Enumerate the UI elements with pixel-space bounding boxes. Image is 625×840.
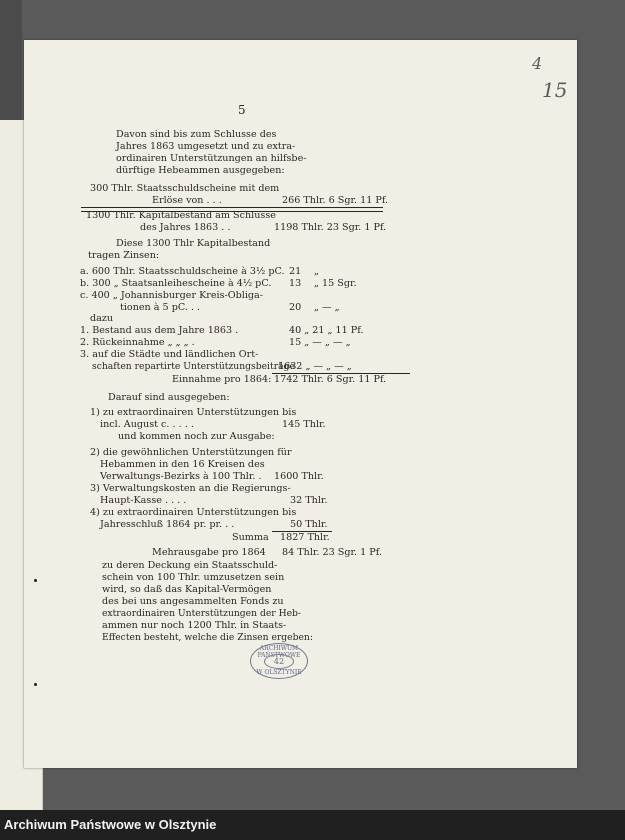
addition-1-amount: 40 „ 21 „ 11 Pf. [289, 325, 364, 336]
interest-b-sgr: „ 15 Sgr. [314, 278, 357, 289]
intro-line-1: Davon sind bis zum Schlusse des [116, 129, 277, 140]
closing-line-3: wird, so daß das Kapital-Vermögen [102, 584, 272, 595]
excess-label: Mehrausgabe pro 1864 [152, 547, 266, 558]
interest-c-thlr: 20 [289, 302, 302, 313]
closing-line-6: ammen nur noch 1200 Thlr. in Staats- [102, 620, 287, 631]
interest-c-label: c. 400 „ Johannisburger Kreis-Obliga- [80, 290, 263, 301]
archive-stamp [250, 643, 308, 679]
closing-line-1: zu deren Deckung ein Staatsschuld- [102, 560, 278, 571]
interest-heading-1: Diese 1300 Thlr Kapitalbestand [116, 238, 271, 249]
addition-3-label-2: schaften repartirte Unterstützungsbeiträge [92, 361, 295, 372]
margin-note-1: 4 [532, 54, 543, 73]
spent-2-line-2: Hebammen in den 16 Kreisen des [100, 459, 265, 470]
spent-3-line-1: 3) Verwaltungskosten an die Regierungs- [90, 483, 291, 494]
row-1300-label-2: des Jahres 1863 . . [140, 222, 231, 233]
row-1300-label-1: 1300 Thlr. Kapitalbestand am Schlusse [86, 210, 276, 221]
row-300-label-2: Erlöse von . . . [152, 195, 222, 206]
closing-line-7: Effecten besteht, welche die Zinsen ergeben: [102, 632, 313, 643]
punch-hole-1 [34, 579, 37, 582]
spent-1-amount: 145 Thlr. [282, 419, 326, 430]
spent-heading: Darauf sind ausgegeben: [108, 392, 230, 403]
closing-line-5: extraordinairen Unterstützungen der Heb- [102, 608, 302, 619]
spent-2-line-1: 2) die gewöhnlichen Unterstützungen für [90, 447, 292, 458]
interest-b-label: b. 300 „ Staatsanleihescheine à 4½ pC. [80, 278, 272, 289]
income-amount: 1742 Thlr. 6 Sgr. 11 Pf. [274, 374, 387, 385]
spent-2-amount: 1600 Thlr. [274, 471, 324, 482]
stamp-top-text: ARCHIWUM PAŃSTWOWE [257, 645, 301, 659]
intro-line-2: Jahres 1863 umgesetzt und zu extra- [116, 141, 296, 152]
intro-line-3: ordinairen Unterstützungen an hilfsbe- [116, 153, 307, 164]
income-label: Einnahme pro 1864: [172, 374, 272, 385]
spent-3-amount: 32 Thlr. [290, 495, 328, 506]
spent-4-line-1: 4) zu extraordinairen Unterstützungen bis [90, 507, 297, 518]
addition-2-label: 2. Rückeinnahme „ „ „ . [80, 337, 195, 348]
intro-line-4: dürftige Hebeammen ausgegeben: [116, 165, 285, 176]
row-300-amount: 266 Thlr. 6 Sgr. 11 Pf. [282, 195, 389, 206]
row-300-label-1: 300 Thlr. Staatsschuldscheine mit dem [90, 183, 280, 194]
margin-note-2: 15 [542, 78, 568, 102]
row-1300-amount: 1198 Thlr. 23 Sgr. 1 Pf. [274, 222, 387, 233]
spent-1-line-2: incl. August c. . . . . [100, 419, 194, 430]
punch-hole-2 [34, 683, 37, 686]
spent-1-line-1: 1) zu extraordinairen Unterstützungen bis [90, 407, 297, 418]
stamp-number: 42 [264, 654, 294, 669]
spent-4-amount: 50 Thlr. [290, 519, 328, 530]
stamp-bottom-text: W OLSZTYNIE [256, 669, 302, 676]
archive-footer: Archiwum Państwowe w Olsztynie [0, 810, 625, 840]
summa-amount: 1827 Thlr. [280, 532, 330, 543]
spent-2-line-3: Verwaltungs-Bezirks à 100 Thlr. . [100, 471, 262, 482]
spent-3-line-2: Haupt-Kasse . . . . [100, 495, 187, 506]
addition-2-amount: 15 „ — „ — „ [289, 337, 351, 348]
excess-amount: 84 Thlr. 23 Sgr. 1 Pf. [282, 547, 383, 558]
addition-3-amount: 1632 „ — „ — „ [278, 361, 352, 372]
summa-label: Summa [232, 532, 269, 543]
interest-a-sgr: „ [314, 266, 319, 277]
interest-a-thlr: 21 [289, 266, 302, 277]
interest-c-sgr: „ — „ [314, 302, 340, 313]
addition-3-label: 3. auf die Städte und ländlichen Ort- [80, 349, 259, 360]
interest-b-thlr: 13 [289, 278, 302, 289]
dazu-label: dazu [90, 313, 114, 324]
closing-line-4: des bei uns angesammelten Fonds zu [102, 596, 284, 607]
spent-1-line-3: und kommen noch zur Ausgabe: [118, 431, 275, 442]
closing-line-2: schein von 100 Thlr. umzusetzen sein [102, 572, 285, 583]
spent-4-line-2: Jahresschluß 1864 pr. pr. . . [100, 519, 235, 530]
interest-heading-2: tragen Zinsen: [88, 250, 160, 261]
addition-1-label: 1. Bestand aus dem Jahre 1863 . [80, 325, 239, 336]
interest-a-label: a. 600 Thlr. Staatsschuldscheine à 3½ pC. [80, 266, 285, 277]
interest-c-label-2: tionen à 5 pC. . . [120, 302, 201, 313]
page-number: 5 [238, 103, 246, 117]
